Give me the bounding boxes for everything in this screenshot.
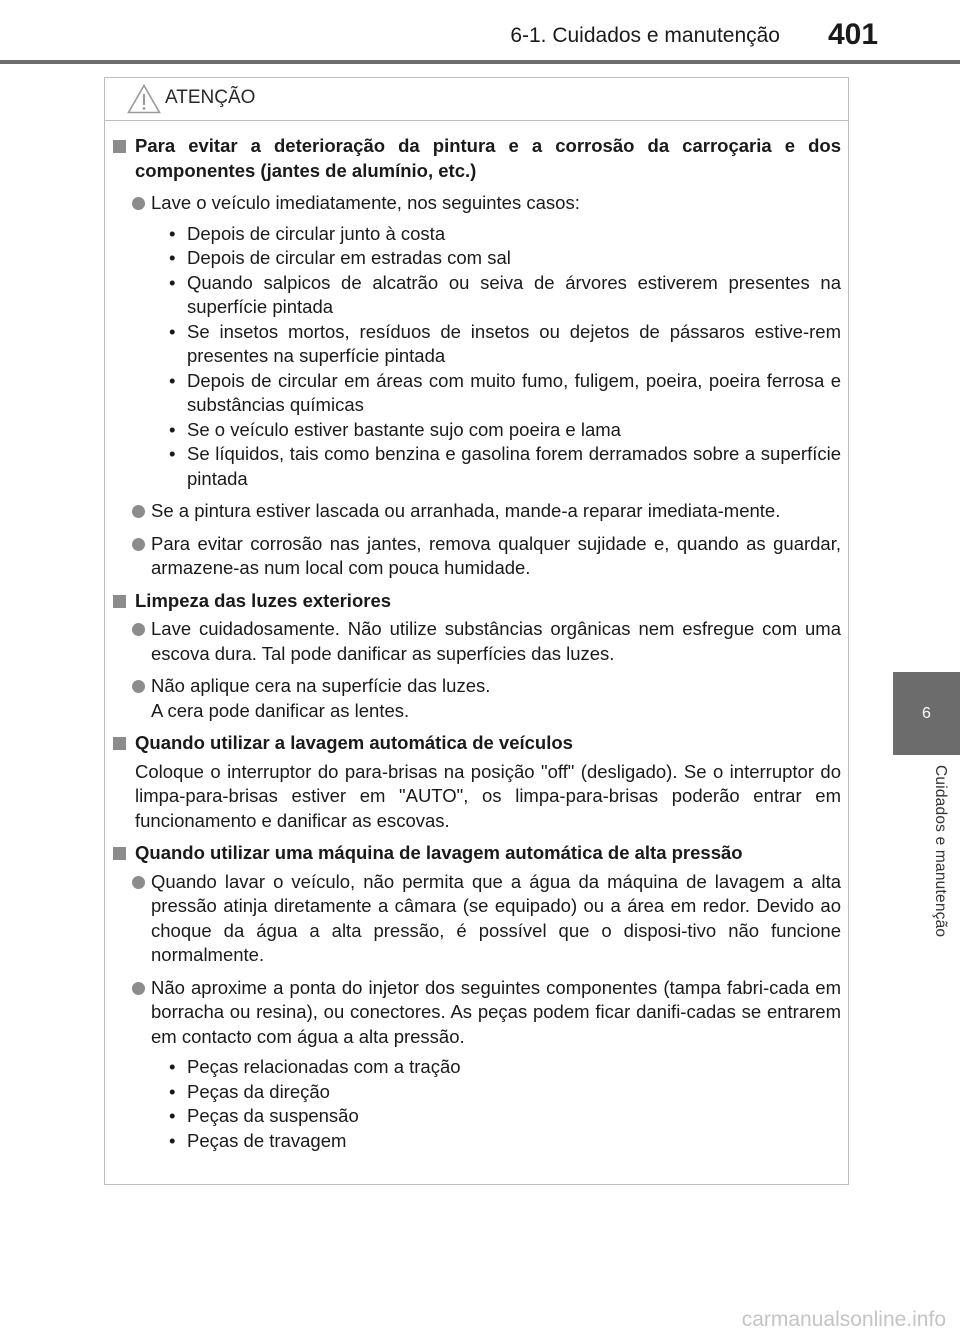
warning-label: ATENÇÃO	[165, 87, 256, 108]
chapter-side-label: Cuidados e manutenção	[932, 765, 949, 938]
list-item: Quando lavar o veículo, não permita que a água da máquina de lavagem a alta pressão atinja diretamente a câmara (se equipado) ou a área em redor. Devido ao choque da água a alta pressão, é possível que o disposi-tivo não funcione normalmente.	[113, 870, 841, 968]
header-rule	[0, 60, 960, 64]
sub-list-item: • Depois de circular em estradas com sal	[169, 247, 511, 268]
list-item-continuation: A cera pode danificar as lentes.	[151, 699, 410, 721]
square-bullet-icon	[113, 737, 126, 750]
circle-bullet-icon	[132, 623, 145, 636]
section-title: Limpeza das luzes exteriores	[113, 589, 841, 614]
warning-header	[105, 78, 848, 121]
sub-list-item: • Peças da suspensão	[169, 1105, 359, 1126]
sub-list-item: • Depois de circular junto à costa	[169, 222, 446, 244]
list-item: Lave o veículo imediatamente, nos seguintes casos:	[113, 191, 841, 216]
sub-list-item: • Se o veículo estiver bastante sujo com poeira e lama	[169, 418, 621, 440]
sub-list-item: • Quando salpicos de alcatrão ou seiva de árvores estiverem presentes na superfície pintada	[169, 271, 841, 317]
section-title: Quando utilizar uma máquina de lavagem automática de alta pressão	[113, 841, 841, 866]
circle-bullet-icon	[132, 982, 145, 995]
chapter-number: 6	[922, 704, 931, 722]
sub-list-item: • Se líquidos, tais como benzina e gasolina forem derramados sobre a superfície pintada	[169, 443, 841, 489]
sub-list-item: • Depois de circular em áreas com muito fumo, fuligem, poeira, poeira ferrosa e substâncias químicas	[169, 369, 841, 415]
list-item: Se a pintura estiver lascada ou arranhada, mande-a reparar imediata-mente.	[113, 499, 841, 524]
square-bullet-icon	[113, 595, 126, 608]
watermark: carmanualsonline.info	[741, 1308, 946, 1331]
sub-list-item: • Peças de travagem	[169, 1129, 347, 1151]
sub-list	[113, 1055, 841, 1153]
sub-list-item: • Se insetos mortos, resíduos de insetos ou dejetos de pássaros estive-rem presentes na superfície pintada	[169, 320, 841, 366]
warning-triangle-icon	[127, 84, 161, 114]
circle-bullet-icon	[132, 197, 145, 210]
page-number: 401	[828, 18, 879, 51]
sub-list-item: • Peças relacionadas com a tração	[169, 1056, 461, 1077]
square-bullet-icon	[113, 140, 126, 153]
warning-content	[113, 134, 841, 1153]
list-item: Para evitar corrosão nas jantes, remova qualquer sujidade e, quando as guardar, armazene-as num local com pouca humidade.	[113, 532, 841, 581]
running-header-title: 6-1. Cuidados e manutenção	[510, 24, 780, 47]
circle-bullet-icon	[132, 538, 145, 551]
sub-list	[113, 222, 841, 492]
section-title: Quando utilizar a lavagem automática de veículos	[113, 731, 841, 756]
warning-box	[104, 77, 849, 1185]
circle-bullet-icon	[132, 876, 145, 889]
circle-bullet-icon	[132, 680, 145, 693]
circle-bullet-icon	[132, 505, 145, 518]
section-paragraph: Coloque o interruptor do para-brisas na posição "off" (desligado). Se o interruptor do limpa-para-brisas estiver em "AUTO", os limpa-para-brisas poderão entrar em funcionamento e danificar as escovas.	[135, 760, 841, 831]
sub-list-item: • Peças da direção	[169, 1080, 330, 1102]
list-item: Não aplique cera na superfície das luzes. A cera pode danificar as lentes.	[113, 674, 841, 723]
list-item: Não aproxime a ponta do injetor dos seguintes componentes (tampa fabri-cada em borracha ou resina), ou conectores. As peças podem ficar danifi-cadas se entrarem em contacto com água a alta pressão.	[113, 976, 841, 1050]
chapter-tab	[893, 672, 960, 755]
list-item: Lave cuidadosamente. Não utilize substâncias orgânicas nem esfregue com uma escova dura. Tal pode danificar as superfícies das luzes.	[113, 617, 841, 666]
square-bullet-icon	[113, 847, 126, 860]
section-title: Para evitar a deterioração da pintura e a corrosão da carroçaria e dos componentes (jantes de alumínio, etc.)	[113, 134, 841, 183]
